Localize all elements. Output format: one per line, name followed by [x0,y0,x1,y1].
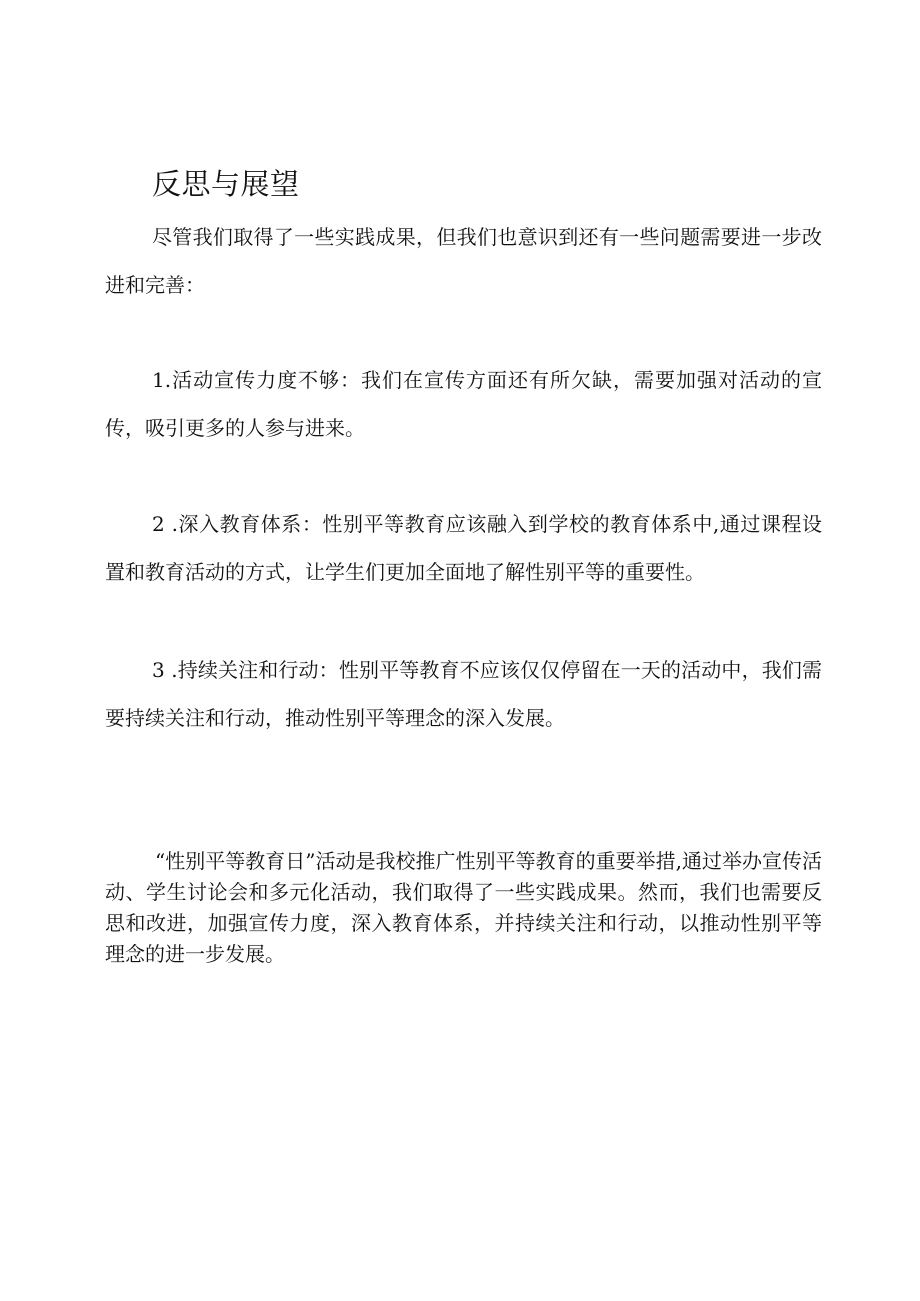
summary-paragraph: “性别平等教育日”活动是我校推广性别平等教育的重要举措,通过举办宣传活动、学生讨论会和多元化活动，我们取得了一些实践成果。然而，我们也需要反思和改进，加强宣传力度，深入教育体系，并持续关注和行动，以推动性别平等理念的进一步发展。 [105,849,822,966]
section-heading: 反思与展望 [152,167,300,201]
intro-paragraph: 尽管我们取得了一些实践成果，但我们也意识到还有一些问题需要进一步改进和完善： [105,225,822,297]
list-item: 1.活动宣传力度不够：我们在宣传方面还有所欠缺，需要加强对活动的宣传，吸引更多的人参与进来。 [105,368,822,440]
list-item: 2 .深入教育体系：性别平等教育应该融入到学校的教育体系中,通过课程设置和教育活动的方式，让学生们更加全面地了解性别平等的重要性。 [105,512,822,584]
list-item: 3 .持续关注和行动：性别平等教育不应该仅仅停留在一天的活动中，我们需要持续关注和行动，推动性别平等理念的深入发展。 [105,658,822,730]
